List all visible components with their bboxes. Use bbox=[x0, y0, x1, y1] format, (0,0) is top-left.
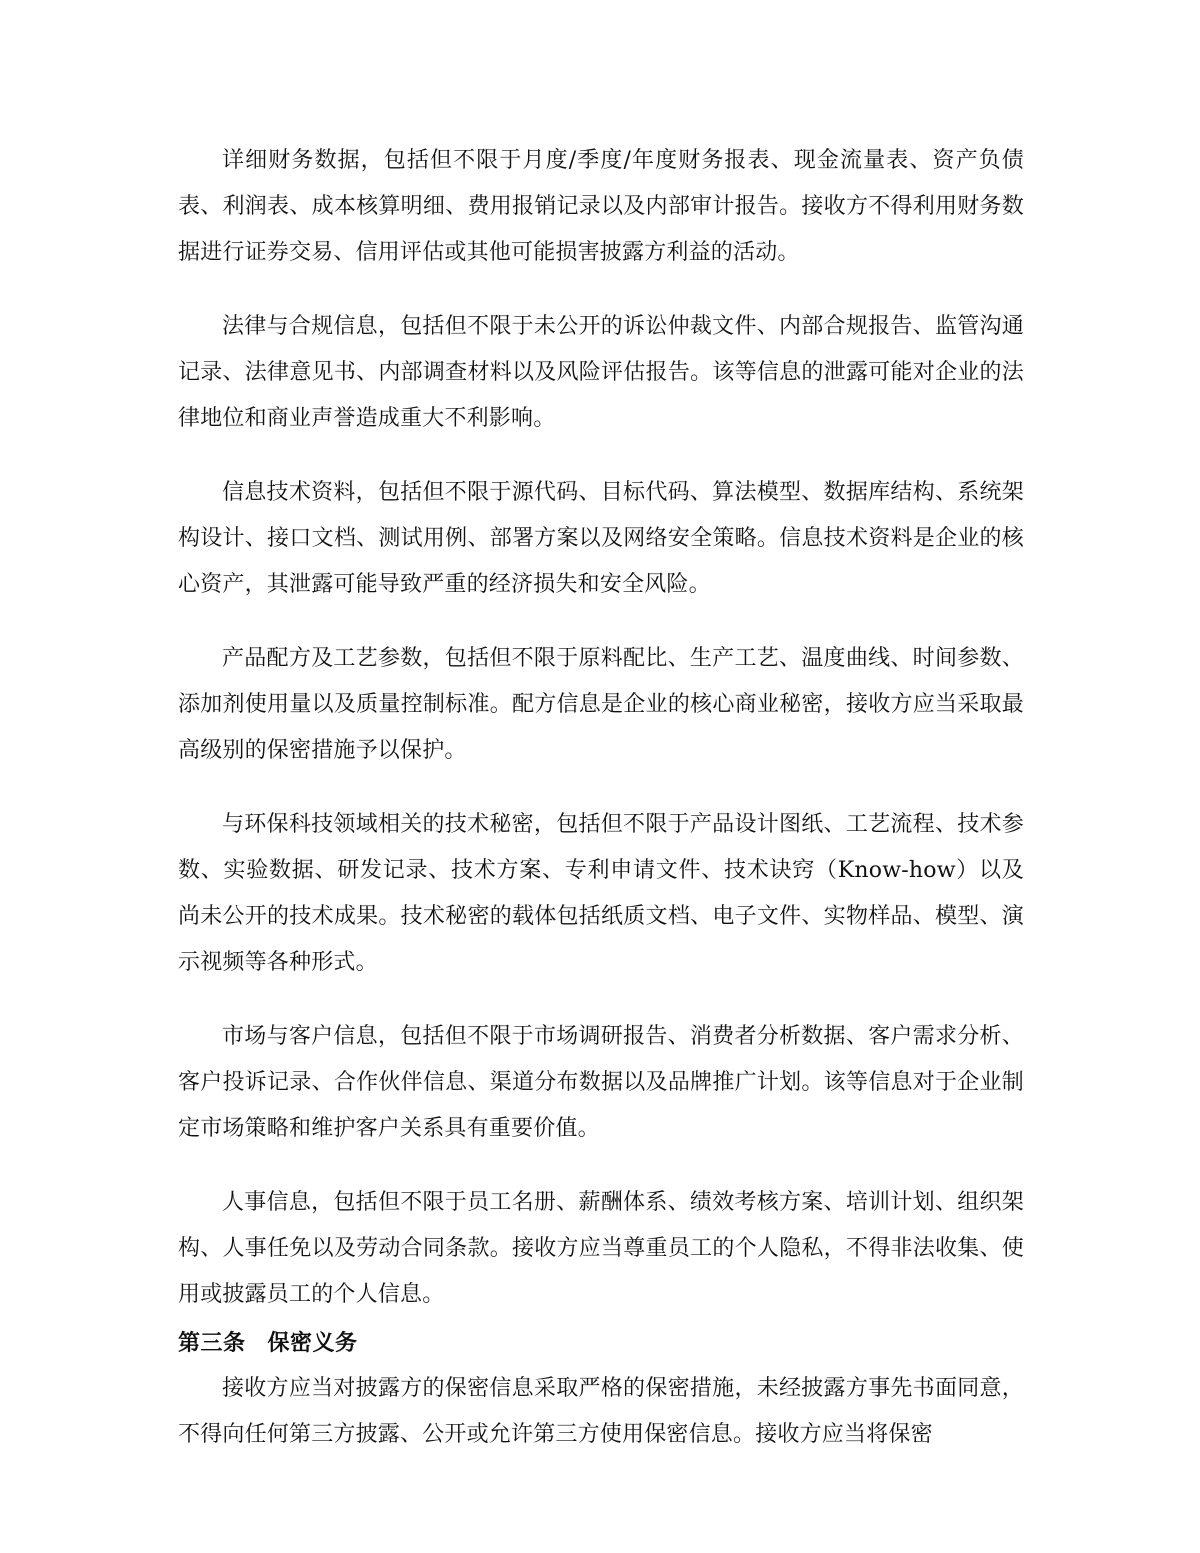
paragraph-it-materials: 信息技术资料，包括但不限于源代码、目标代码、算法模型、数据库结构、系统架构设计、接口文档、测试用例、部署方案以及网络安全策略。信息技术资料是企业的核心资产，其泄露可能导致严重的经济损失和安全风险。 bbox=[178, 480, 1024, 597]
paragraph-market-customer: 市场与客户信息，包括但不限于市场调研报告、消费者分析数据、客户需求分析、客户投诉记录、合作伙伴信息、渠道分布数据以及品牌推广计划。该等信息对于企业制定市场策略和维护客户关系具有重要价值。 bbox=[178, 1024, 1024, 1141]
section-number: 第三条 bbox=[178, 1331, 246, 1356]
paragraph-personnel: 人事信息，包括但不限于员工名册、薪酬体系、绩效考核方案、培训计划、组织架构、人事任免以及劳动合同条款。接收方应当尊重员工的个人隐私，不得非法收集、使用或披露员工的个人信息。 bbox=[178, 1190, 1024, 1307]
section-title: 保密义务 bbox=[267, 1331, 358, 1356]
section-heading bbox=[178, 1324, 1024, 1364]
paragraph-confidentiality-obligation: 接收方应当对披露方的保密信息采取严格的保密措施，未经披露方事先书面同意，不得向任何第三方披露、公开或允许第三方使用保密信息。接收方应当将保密 bbox=[178, 1376, 1024, 1447]
document-body bbox=[178, 138, 1024, 1458]
paragraph-technical-secrets: 与环保科技领域相关的技术秘密，包括但不限于产品设计图纸、工艺流程、技术参数、实验数据、研发记录、技术方案、专利申请文件、技术诀窍（Know-how）以及尚未公开的技术成果。技术秘密的载体包括纸质文档、电子文件、实物样品、模型、演示视频等各种形式。 bbox=[178, 812, 1024, 975]
paragraph-legal-compliance: 法律与合规信息，包括但不限于未公开的诉讼仲裁文件、内部合规报告、监管沟通记录、法律意见书、内部调查材料以及风险评估报告。该等信息的泄露可能对企业的法律地位和商业声誉造成重大不利影响。 bbox=[178, 314, 1024, 431]
paragraph-financial-data: 详细财务数据，包括但不限于月度/季度/年度财务报表、现金流量表、资产负债表、利润表、成本核算明细、费用报销记录以及内部审计报告。接收方不得利用财务数据进行证券交易、信用评估或其他可能损害披露方利益的活动。 bbox=[178, 148, 1024, 265]
paragraph-product-formula: 产品配方及工艺参数，包括但不限于原料配比、生产工艺、温度曲线、时间参数、添加剂使用量以及质量控制标准。配方信息是企业的核心商业秘密，接收方应当采取最高级别的保密措施予以保护。 bbox=[178, 646, 1024, 763]
